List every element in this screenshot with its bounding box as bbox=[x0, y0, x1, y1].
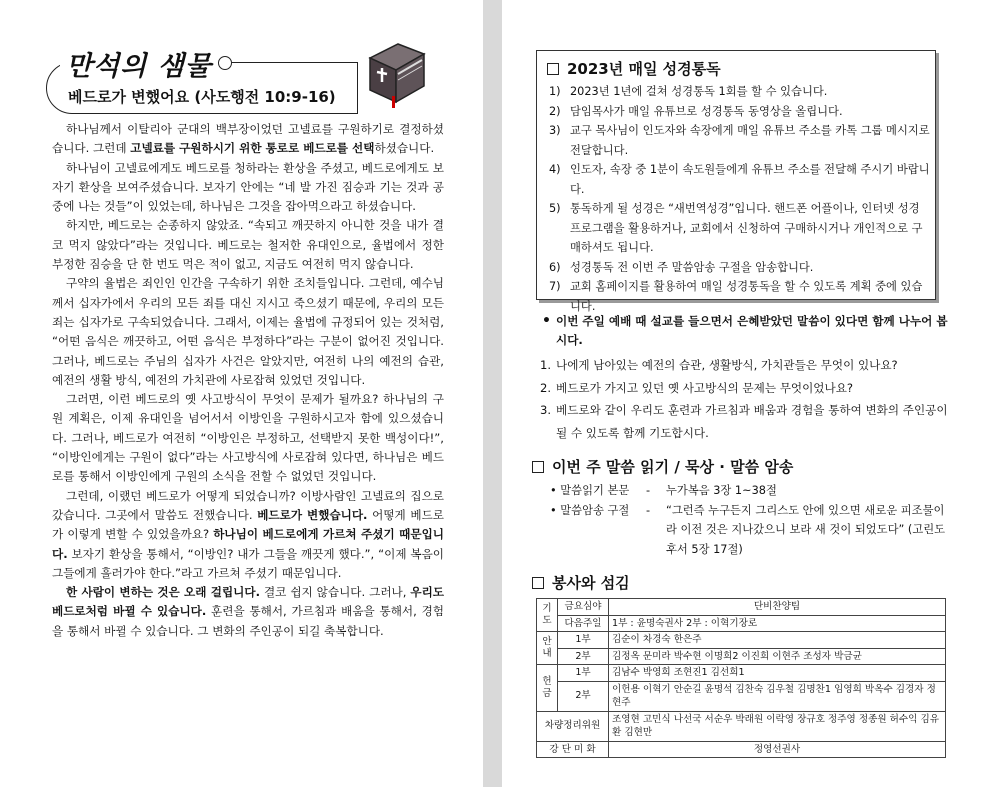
table-cell: 정영선권사 bbox=[609, 741, 946, 758]
item-number: 2. bbox=[540, 380, 552, 395]
list-item bbox=[540, 399, 950, 444]
reading-dash: - bbox=[646, 503, 651, 517]
item-number: 1. bbox=[540, 358, 552, 372]
item-number: 5) bbox=[549, 202, 561, 215]
paragraph-text: 어떻게 베드로가 이렇게 변할 수 있었을까요? bbox=[52, 507, 444, 542]
table-row bbox=[537, 665, 946, 682]
item-text: 인도자, 속장 중 1분이 속도원들에게 유튜브 주소를 전달해 주시기 바랍니다. bbox=[570, 163, 930, 196]
list-item bbox=[540, 354, 950, 377]
paragraph-text: 훈련을 통해서, 가르침과 배움을 통해서, 경험을 통해서 바뀔 수 있습니다. 그 변화의 주인공이 되길 축복합니다. bbox=[52, 604, 444, 638]
table-row bbox=[537, 632, 946, 649]
list-item bbox=[550, 481, 950, 501]
item-text: 통독하게 될 성경은 “새번역성경”입니다. 핸드폰 어플이나, 인터넷 성경 프로그램을 활용하거나, 교회에서 신청하여 구매하시거나 개인적으로 구매하셔도 됩니다. bbox=[570, 202, 923, 254]
list-item bbox=[549, 277, 933, 316]
prayer-group-cell: 기도 bbox=[537, 599, 558, 632]
paragraph-text: 그런데, 이랬던 베드로가 어떻게 되었습니까? 이방사람인 고넬료의 집으로 갔습니다. 그곳에서 말씀도 전했습니다. bbox=[52, 488, 444, 522]
emphasis-text: 하나님이 베드로에게 가르쳐 주셨기 때문입니다. bbox=[52, 527, 444, 561]
item-text: 성경통독 전 이번 주 말씀암송 구절을 암송합니다. bbox=[570, 260, 814, 274]
sermon-paragraph bbox=[52, 159, 444, 217]
item-text: 2023년 1년에 걸쳐 성경통독 1회를 할 수 있습니다. bbox=[570, 85, 828, 98]
altar-label-cell: 강 단 미 화 bbox=[537, 741, 609, 758]
paragraph-text: 하나님께서 이탈리아 군대의 백부장이었던 고넬료를 구원하기로 결정하셨습니다. 그런데 bbox=[52, 122, 444, 156]
title-ornament-circle bbox=[218, 56, 232, 70]
table-cell: 2부 bbox=[558, 648, 609, 665]
reading-value: “그런즉 누구든지 그리스도 안에 있으면 새로운 피조물이라 이전 것은 지나갔으니 보라 새 것이 되었도다” (고린도후서 5장 17절) bbox=[666, 503, 946, 556]
sermon-body bbox=[52, 120, 444, 641]
table-row bbox=[537, 711, 946, 741]
table-cell: 1부 bbox=[558, 632, 609, 649]
checkbox-icon bbox=[532, 577, 544, 589]
paragraph-text: 하셨습니다. bbox=[374, 141, 435, 156]
table-cell: 금요심야 bbox=[558, 599, 609, 616]
sermon-paragraph bbox=[52, 487, 444, 583]
reading-value: 누가복음 3장 1~38절 bbox=[666, 484, 777, 497]
item-text: 교회 홈페이지를 활용하여 매일 성경통독을 할 수 있도록 계획 중에 있습니다. bbox=[570, 280, 923, 313]
emphasis-text: 우리도 베드로처럼 바뀔 수 있습니다. bbox=[52, 585, 444, 619]
sermon-paragraph bbox=[52, 120, 444, 159]
discussion-questions bbox=[540, 354, 950, 444]
reading-label: • 말씀읽기 본문 bbox=[550, 484, 630, 497]
item-number: 7) bbox=[549, 280, 561, 293]
sermon-paragraph bbox=[52, 390, 444, 486]
list-item bbox=[549, 121, 933, 160]
checkbox-icon bbox=[532, 461, 544, 473]
table-cell: 김순이 차경숙 한은주 bbox=[609, 632, 946, 649]
paragraph-text: 하나님이 고넬료에게도 베드로를 청하라는 환상을 주셨고, 베드로에게도 보자기 환상을 보여주셨습니다. 보자기 안에는 “네 발 가진 짐승과 기는 것과 공중에 나는 것들”이 있었는데, 하나님은 그것을 잡아먹으라고 하셨습니다. bbox=[52, 160, 444, 214]
table-row bbox=[537, 648, 946, 665]
list-item bbox=[549, 102, 933, 122]
right-page bbox=[502, 0, 985, 787]
table-cell: 1부 : 윤명숙권사 2부 : 이혁기장로 bbox=[609, 615, 946, 632]
reading-list bbox=[550, 481, 950, 559]
reading-label: • 말씀암송 구절 bbox=[550, 503, 630, 517]
bible-reading-list bbox=[549, 82, 933, 316]
item-number: 3) bbox=[549, 124, 561, 137]
discussion-prompt: • 이번 주일 예배 때 설교를 들으면서 은혜받았던 말씀이 있다면 함께 나누어 봅시다. bbox=[540, 312, 956, 350]
table-cell: 김남수 박영희 조현진1 김선희1 bbox=[609, 665, 946, 682]
item-text: 교구 목사님이 인도자와 속장에게 매일 유튜브 주소를 카톡 그룹 메시지로 전달합니다. bbox=[570, 124, 930, 157]
item-text: 담임목사가 매일 유튜브로 성경통독 동영상을 올립니다. bbox=[570, 104, 843, 118]
emphasis-text: 베드로가 변했습니다. bbox=[257, 507, 368, 522]
guide-group-cell: 안내 bbox=[537, 632, 558, 665]
item-number: 6) bbox=[549, 260, 561, 274]
table-row bbox=[537, 741, 946, 758]
item-number: 1) bbox=[549, 85, 561, 98]
table-row bbox=[537, 681, 946, 711]
paragraph-text: 보자기 환상을 통해서, “이방인? 내가 그들을 깨끗게 했다.”, “이제 복음이 그들에게 흘러가야 한다.”라고 가르쳐 주셨기 때문입니다. bbox=[52, 546, 444, 580]
item-number: 3. bbox=[540, 403, 552, 417]
list-item bbox=[549, 82, 933, 102]
table-cell: 다음주일 bbox=[558, 615, 609, 632]
list-item bbox=[549, 199, 933, 258]
paragraph-text: 구약의 율법은 죄인인 인간을 구속하기 위한 조치들입니다. 그런데, 예수님께서 십자가에서 우리의 모든 죄를 대신 지시고 죽으셨기 때문에, 우리의 모든 죄는 십자가로 구속되었습니다. 그래서, 이제는 율법에 규정되어 있는 것처럼, “어떤 음식은 깨끗하고, 어떤 음식은 부정하다”라는 구분이 없어진 것입니다. 그러나, 베드로는 주님의 십자가 사건은 알았지만, 여전히 나의 예전의 습관, 예전의 생활 방식, 예전의 가치관에 사로잡혀 있었던 것입니다. bbox=[52, 276, 444, 387]
sermon-subtitle: 베드로가 변했어요 (사도행전 10:9-16) bbox=[68, 88, 336, 106]
sermon-paragraph bbox=[52, 583, 444, 641]
table-row bbox=[537, 599, 946, 616]
parking-label-cell: 차량정리위원 bbox=[537, 711, 609, 741]
list-item bbox=[540, 377, 950, 400]
checkbox-icon bbox=[547, 63, 559, 75]
table-cell: 김정옥 문미라 박수현 이명희2 이진희 이현주 조성자 박금균 bbox=[609, 648, 946, 665]
sermon-paragraph bbox=[52, 274, 444, 390]
item-text: 베드로가 가지고 있던 옛 사고방식의 문제는 무엇이었나요? bbox=[556, 380, 854, 395]
table-cell: 2부 bbox=[558, 681, 609, 711]
list-item bbox=[550, 501, 950, 560]
left-page bbox=[0, 0, 483, 787]
item-number: 4) bbox=[549, 163, 561, 176]
service-table bbox=[536, 598, 946, 758]
paragraph-text: 결코 쉽지 않습니다. 그러나, bbox=[259, 585, 411, 600]
emphasis-text: 고넬료를 구원하시기 위한 통로로 베드로를 선택 bbox=[130, 141, 375, 156]
reading-dash: - bbox=[646, 484, 651, 497]
sermon-paragraph bbox=[52, 216, 444, 274]
paragraph-text: 그러면, 이런 베드로의 옛 사고방식이 무엇이 문제가 될까요? 하나님의 구원 계획은, 이제 유대인을 넘어서서 이방인을 구원하시고자 함에 있으셨습니다. 그러나, 베드로가 여전히 “이방인은 부정하고, 선택받지 못한 백성이다!”, “이방인에게는 구원이 없다”라는 사고방식에 사로잡혀 있다면, 하나님은 베드로를 통해서 이방인에게 구원의 소식을 전할 수 없었던 것입니다. bbox=[52, 392, 444, 484]
offering-group-cell: 헌금 bbox=[537, 665, 558, 712]
bible-icon bbox=[358, 38, 430, 110]
table-cell: 이헌용 이혁기 안순길 윤명석 김찬숙 김우철 김명찬1 임영희 박옥수 김경자 정현주 bbox=[609, 681, 946, 711]
table-cell: 1부 bbox=[558, 665, 609, 682]
bible-reading-box bbox=[536, 50, 936, 313]
item-text: 나에게 남아있는 예전의 습관, 생활방식, 가치관들은 무엇이 있나요? bbox=[556, 358, 898, 372]
bible-reading-title: 2023년 매일 성경통독 bbox=[547, 58, 721, 79]
reading-section-title: 이번 주 말씀 읽기 / 묵상 · 말씀 암송 bbox=[532, 456, 793, 477]
item-number: 2) bbox=[549, 104, 561, 118]
list-item bbox=[549, 160, 933, 199]
table-row bbox=[537, 615, 946, 632]
list-item bbox=[549, 258, 933, 278]
table-cell: 단비찬양팀 bbox=[609, 599, 946, 616]
emphasis-text: 한 사람이 변하는 것은 오래 걸립니다. bbox=[66, 585, 260, 600]
paragraph-text: 하지만, 베드로는 순종하지 않았죠. “속되고 깨끗하지 아니한 것을 내가 결코 먹지 않았다”라는 것입니다. 베드로는 철저한 유대인으로, 율법에서 정한 부정한 짐승을 단 한 번도 먹은 적이 없고, 지금도 여전히 먹지 않습니다. bbox=[52, 218, 444, 272]
column-title: 만석의 샘물 bbox=[60, 44, 218, 83]
table-cell: 조영현 고민식 나선국 서순우 박래원 이락영 장규호 정주영 정종원 허수익 김유환 김현만 bbox=[609, 711, 946, 741]
service-section-title: 봉사와 섬김 bbox=[532, 572, 630, 593]
item-text: 베드로와 같이 우리도 훈련과 가르침과 배움과 경험을 통하여 변화의 주인공이 될 수 있도록 함께 기도합시다. bbox=[556, 403, 948, 440]
